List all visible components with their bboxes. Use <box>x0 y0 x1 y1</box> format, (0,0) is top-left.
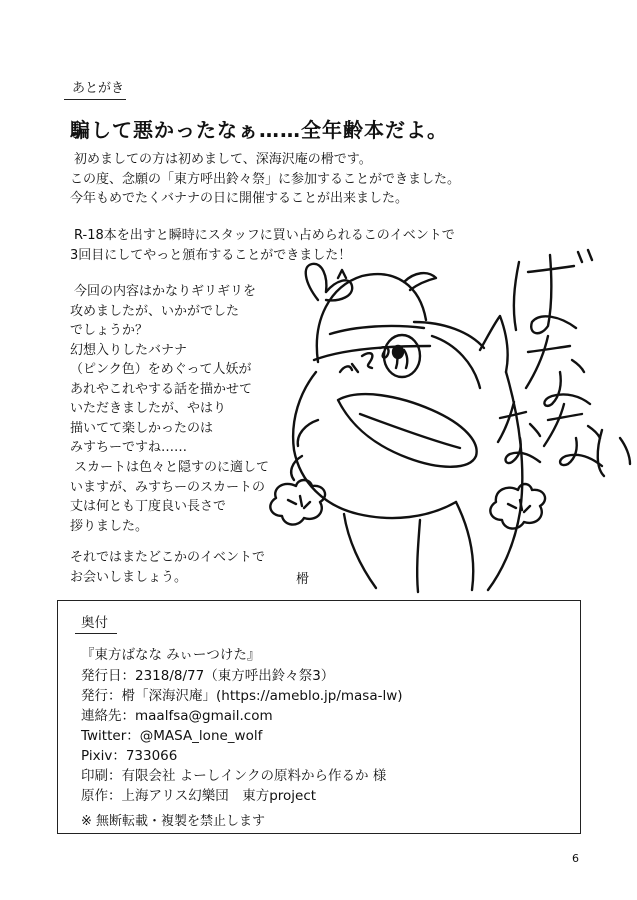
text-line: 描いてて楽しかったのは <box>70 420 214 436</box>
book-title: 『東方ばなな みぃーつけた』 <box>81 647 261 663</box>
text-line: 攻めましたが、いかがでした <box>70 303 240 319</box>
text-line: （ピンク色）をめぐって人妖が <box>70 362 252 377</box>
text-line: 初めましての方は初めまして、深海沢庵の榾です。 <box>74 152 372 167</box>
character-drawing <box>270 264 545 592</box>
twitter-handle: Twitter：@MASA_lone_wolf <box>81 728 263 744</box>
text-line: 拶りました。 <box>70 518 149 534</box>
colophon-label: 奥付 <box>81 615 108 631</box>
pixiv-id: Pixiv：733066 <box>81 748 178 764</box>
text-line: いただきましたが、やはり <box>70 401 227 416</box>
contact-email: 連絡先：maalfsa@gmail.com <box>81 708 273 724</box>
text-line: みすちーですね…… <box>70 440 188 455</box>
handwritten-lettering <box>498 250 630 476</box>
publish-date: 発行日：2318/8/77（東方呼出鈴々祭3） <box>81 668 335 684</box>
afterword-heading: 騙して悪かったなぁ……全年齢本だよ。 <box>70 118 448 142</box>
original-work: 原作：上海アリス幻樂団 東方project <box>81 788 317 804</box>
text-line: でしょうか？ <box>70 323 149 338</box>
text-line: 3回目にしてやっと頒布することができました！ <box>70 247 352 263</box>
publisher: 発行：榾「深海沢庵」(https://ameblo.jp/masa-lw) <box>81 688 403 704</box>
copyright-notice: ※ 無断転載・複製を禁止します <box>81 814 266 829</box>
afterword-label: あとがき <box>72 81 125 96</box>
text-line: 丈は何とも丁度良い長さで <box>70 499 227 514</box>
author-signature: 榾 <box>296 572 310 587</box>
text-line: いますが、みすちーのスカートの <box>70 479 266 495</box>
text-line: あれやこれやする話を描かせて <box>70 381 253 397</box>
text-line: 今回の内容はかなりギリギリを <box>74 284 257 299</box>
text-line: お会いしましょう。 <box>70 569 188 585</box>
text-line: 今年もめでたくバナナの日に開催することが出来ました。 <box>70 191 409 206</box>
text-line: R-18本を出すと瞬時にスタッフに買い占められるこのイベントで <box>74 228 455 243</box>
colophon-label-underline <box>75 633 117 634</box>
text-line: 幻想入りしたバナナ <box>70 342 188 358</box>
text-line: スカートは色々と隠すのに適して <box>74 460 270 475</box>
text-line: この度、念願の「東方呼出鈴々祭」に参加することができました。 <box>70 171 461 187</box>
page-number: 6 <box>572 852 579 865</box>
printer: 印刷：有限会社 よーしインクの原料から作るか 様 <box>81 768 387 784</box>
text-line: それではまたどこかのイベントで <box>70 550 266 565</box>
